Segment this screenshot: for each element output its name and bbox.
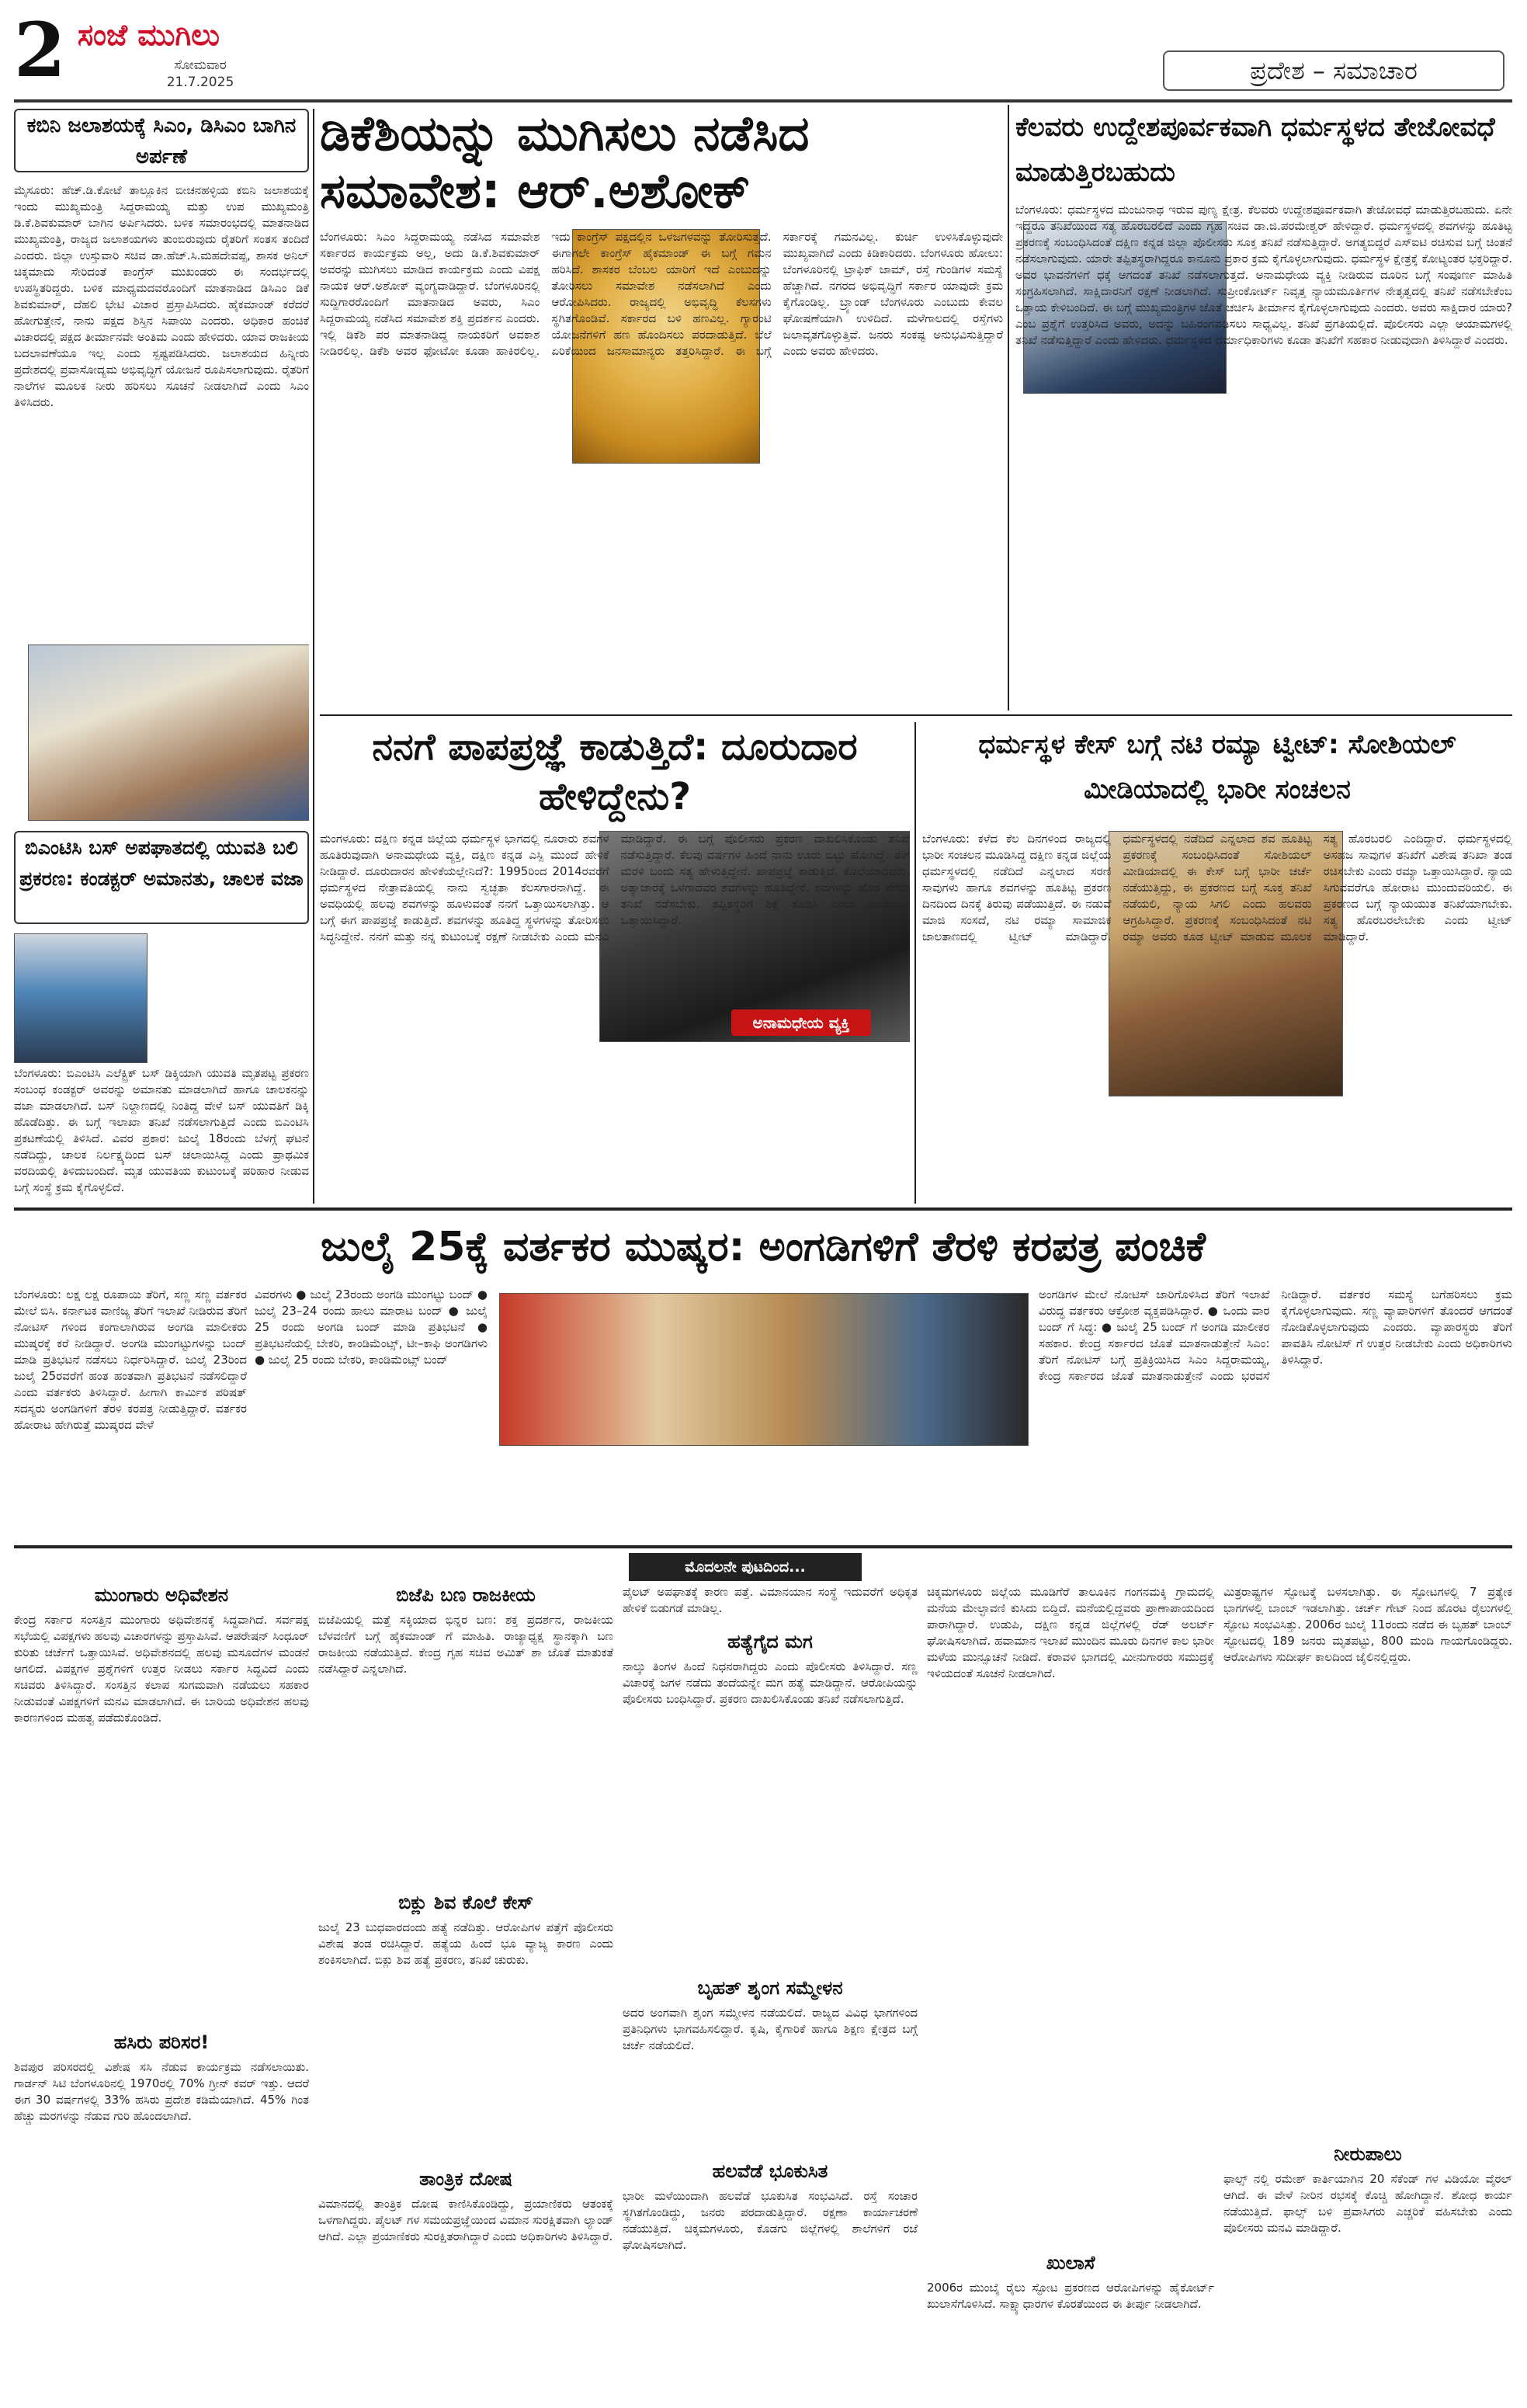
- continued-text: ಮೊದಲನೇ ಪುಟದಿಂದ...: [685, 1558, 806, 1576]
- shop-photo: [499, 1293, 1029, 1446]
- papa-headline: ನನಗೆ ಪಾಪಪ್ರಜ್ಞೆ ಕಾಡುತ್ತಿದೆ: ದೂರುದಾರ ಹೇಳಿದ್ದೇನು?: [372, 725, 858, 818]
- green-env-body: ಶಿವಪುರ ಪರಿಸರದಲ್ಲಿ ವಿಶೇಷ ಸಸಿ ನೆಡುವ ಕಾರ್ಯಕ್ರಮ ನಡೆಸಲಾಯಿತು. ಗಾರ್ಡನ್ ಸಿಟಿ ಬೆಂಗಳೂರಿನಲ್ಲಿ 1970ರಲ್ಲಿ 70% ಗ್ರೀನ್ ಕವರ್ ಇತ್ತು. ಆದರೆ ಈಗ 30 ವರ್ಷಗಳಲ್ಲಿ 33% ಹಸಿರು ಪ್ರದೇಶ ಕಡಿಮೆಯಾಗಿದೆ. 45% ಗಿಂತ ಹೆಚ್ಚು ಮರಗಳನ್ನು ನೆಡುವ ಗುರಿ ಹೊಂದಲಾಗಿದೆ.: [14, 2060, 309, 2123]
- bus-photo: [14, 933, 147, 1063]
- house-collapse-body: ಚಿಕ್ಕಮಗಳೂರು ಜಿಲ್ಲೆಯ ಮೂಡಿಗೆರೆ ತಾಲೂಕಿನ ಗಂಗನಮಕ್ಕಿ ಗ್ರಾಮದಲ್ಲಿ ಮನೆಯ ಮೇಲ್ಛಾವಣಿ ಕುಸಿದು ಬಿದ್ದಿದೆ. ಮನೆಯಲ್ಲಿದ್ದವರು ಪ್ರಾಣಾಪಾಯದಿಂದ ಪಾರಾಗಿದ್ದಾರೆ. ಉಡುಪಿ, ದಕ್ಷಿಣ ಕನ್ನಡ ಜಿಲ್ಲೆಗಳಲ್ಲಿ ರೆಡ್ ಅಲರ್ಟ್ ಘೋಷಿಸಲಾಗಿದೆ. ಹವಾಮಾನ ಇಲಾಖೆ ಮುಂದಿನ ಮೂರು ದಿನಗಳ ಕಾಲ ಭಾರೀ ಮಳೆಯ ಮುನ್ಸೂಚನೆ ನೀಡಿದೆ. ಕರಾವಳಿ ಭಾಗದಲ್ಲಿ ಮೀನುಗಾರರು ಸಮುದ್ರಕ್ಕೆ ಇಳಿಯದಂತೆ ಸೂಚನೆ ನೀಡಲಾಗಿದೆ.: [927, 1585, 1214, 1680]
- kabini-headline: ಕಬಿನಿ ಜಲಾಶಯಕ್ಕೆ ಸಿಎಂ, ಡಿಸಿಎಂ ಬಾಗಿನ ಅರ್ಪಣೆ: [14, 109, 309, 172]
- mid-band-rule: [14, 1207, 1512, 1211]
- biklu-head: ಬಿಕ್ಲು ಶಿವ ಕೊಲೆ ಕೇಸ್: [398, 1892, 533, 1913]
- pilot-body: ಪೈಲಟ್ ಅಪಘಾತಕ್ಕೆ ಕಾರಣ ಪತ್ತೆ. ವಿಮಾನಯಾನ ಸಂಸ್ಥೆ ಇದುವರೆಗೆ ಅಧಿಕೃತ ಹೇಳಿಕೆ ಬಿಡುಗಡೆ ಮಾಡಿಲ್ಲ.: [623, 1585, 918, 1615]
- top-band-rule: [320, 714, 1512, 716]
- acquittal-body: 2006ರ ಮುಂಬೈ ರೈಲು ಸ್ಫೋಟ ಪ್ರಕರಣದ ಆರೋಪಿಗಳನ್ನು ಹೈಕೋರ್ಟ್ ಖುಲಾಸೆಗೊಳಿಸಿದೆ. ಸಾಕ್ಷ್ಯಾಧಾರಗಳ ಕೊರತೆಯಿಂದ ಈ ತೀರ್ಪು ನೀಡಲಾಗಿದೆ.: [927, 2281, 1214, 2311]
- banner-story: [14, 1215, 1512, 1541]
- dk-headline: ಡಿಕೆಶಿಯನ್ನು ಮುಗಿಸಲು ನಡೆಸಿದ ಸಮಾವೇಶ: ಆರ್.ಅಶೋಕ್: [320, 105, 810, 219]
- son-head: ಹತ್ಯೆಗೈದ ಮಗ: [727, 1631, 813, 1652]
- dharmasthala-headline: ಕೆಲವರು ಉದ್ದೇಶಪೂರ್ವಕವಾಗಿ ಧರ್ಮಸ್ಥಳದ ತೇಜೋವಧೆ ಮಾಡುತ್ತಿರಬಹುದು: [1015, 112, 1495, 188]
- son-body: ನಾಲ್ಕು ತಿಂಗಳ ಹಿಂದೆ ನಿಧನರಾಗಿದ್ದರು ಎಂದು ಪೊಲೀಸರು ತಿಳಿಸಿದ್ದಾರೆ. ಸಣ್ಣ ವಿಚಾರಕ್ಕೆ ಜಗಳ ನಡೆದು ತಂದೆಯನ್ನೇ ಮಗ ಹತ್ಯೆ ಮಾಡಿದ್ದಾನೆ. ಆರೋಪಿಯನ್ನು ಪೊಲೀಸರು ಬಂಧಿಸಿದ್ದಾರೆ. ಪ್ರಕರಣ ದಾಖಲಿಸಿಕೊಂಡು ತನಿಖೆ ನಡೆಸಲಾಗುತ್ತಿದೆ.: [623, 1659, 918, 1706]
- banner-body-left: ಬೆಂಗಳೂರು: ಲಕ್ಷ ಲಕ್ಷ ರೂಪಾಯಿ ತೆರಿಗೆ, ಸಣ್ಣ ಸಣ್ಣ ವರ್ತಕರ ಮೇಲೆ ಬಿಸಿ. ಕರ್ನಾಟಕ ವಾಣಿಜ್ಯ ತೆರಿಗೆ ಇಲಾಖೆ ನೀಡಿರುವ ತೆರಿಗೆ ನೋಟಿಸ್ ಗಳಿಂದ ಕಂಗಾಲಾಗಿರುವ ಅಂಗಡಿ ಮಾಲೀಕರು ಮುಷ್ಕರಕ್ಕೆ ಕರೆ ನೀಡಿದ್ದಾರೆ. ಅಂಗಡಿ ಮುಂಗಟ್ಟುಗಳನ್ನು ಬಂದ್ ಮಾಡಿ ಪ್ರತಿಭಟನೆ ನಡೆಸಲು ನಿರ್ಧರಿಸಿದ್ದಾರೆ. ಜುಲೈ 23ರಿಂದ ಜುಲೈ 25ರವರೆಗೆ ಹಂತ ಹಂತವಾಗಿ ಪ್ರತಿಭಟನೆ ನಡೆಸಲಿದ್ದಾರೆ ಎಂದು ವರ್ತಕರು ತಿಳಿಸಿದ್ದಾರೆ. ಹೀಗಾಗಿ ಕಾರ್ಮಿಕ ಪರಿಷತ್ ಸದಸ್ಯರು ಅಂಗಡಿಗಳಿಗೆ ತೆರಳಿ ಕರಪತ್ರ ನೀಡುತ್ತಿದ್ದಾರೆ. ವರ್ತಕರ ಹೋರಾಟ ಹೇಗಿರುತ್ತೆ ಮುಷ್ಕರದ ವೇಳೆ: [14, 1287, 247, 1432]
- ramya-body: ಬೆಂಗಳೂರು: ಕಳೆದ ಕೆಲ ದಿನಗಳಿಂದ ರಾಜ್ಯದಲ್ಲಿ ಭಾರೀ ಸಂಚಲನ ಮೂಡಿಸಿದ್ದ ದಕ್ಷಿಣ ಕನ್ನಡ ಜಿಲ್ಲೆಯ ಧರ್ಮಸ್ಥಳದಲ್ಲಿ ನಡೆದಿದೆ ಎನ್ನಲಾದ ಸರಣಿ ಸಾವುಗಳು ಹಾಗೂ ಶವಗಳನ್ನು ಹೂತಿಟ್ಟ ಪ್ರಕರಣ ದಿನದಿಂದ ದಿನಕ್ಕೆ ತಿರುವು ಪಡೆಯುತ್ತಿದೆ. ಈ ನಡುವೆ ಮಾಜಿ ಸಂಸದೆ, ನಟಿ ರಮ್ಯಾ ಸಾಮಾಜಿಕ ಜಾಲತಾಣದಲ್ಲಿ ಟ್ವೀಟ್ ಮಾಡಿದ್ದಾರೆ. ಧರ್ಮಸ್ಥಳದಲ್ಲಿ ನಡೆದಿದೆ ಎನ್ನಲಾದ ಶವ ಹೂತಿಟ್ಟ ಪ್ರಕರಣಕ್ಕೆ ಸಂಬಂಧಿಸಿದಂತೆ ಸೋಶಿಯಲ್ ಮೀಡಿಯಾದಲ್ಲಿ ಈ ಕೇಸ್ ಬಗ್ಗೆ ಭಾರೀ ಚರ್ಚೆ ನಡೆಯುತ್ತಿದ್ದು, ಈ ಪ್ರಕರಣದ ಬಗ್ಗೆ ಸೂಕ್ತ ತನಿಖೆ ನಡೆಯಲಿ, ನ್ಯಾಯ ಸಿಗಲಿ ಎಂದು ಹಲವರು ಆಗ್ರಹಿಸಿದ್ದಾರೆ. ಪ್ರಕರಣಕ್ಕೆ ಸಂಬಂಧಿಸಿದಂತೆ ನಟಿ ರಮ್ಯಾ ಅವರು ಕೂಡ ಟ್ವೀಟ್ ಮಾಡುವ ಮೂಲಕ ಸತ್ಯ ಹೊರಬರಲಿ ಎಂದಿದ್ದಾರೆ. ಧರ್ಮಸ್ಥಳದಲ್ಲಿ ಅಸಹಜ ಸಾವುಗಳ ತನಿಖೆಗೆ ವಿಶೇಷ ತನಿಖಾ ತಂಡ ರಚಿಸಬೇಕು ಎಂದು ರಮ್ಯಾ ಒತ್ತಾಯಿಸಿದ್ದಾರೆ. ನ್ಯಾಯ ಸಿಗುವವರೆಗೂ ಹೋರಾಟ ಮುಂದುವರಿಯಲಿ. ಈ ಪ್ರಕರಣದ ಬಗ್ಗೆ ನ್ಯಾಯಯುತ ತನಿಖೆಯಾಗಬೇಕು. ಸತ್ಯ ಹೊರಬರಲೇಬೇಕು ಎಂದು ಟ್ವೀಟ್ ಮಾಡಿದ್ದಾರೆ.: [922, 832, 1512, 943]
- bmtc-headline: ಬಿಎಂಟಿಸಿ ಬಸ್ ಅಪಘಾತದಲ್ಲಿ ಯುವತಿ ಬಲಿ ಪ್ರಕರಣ: ಕಂಡಕ್ಟರ್ ಅಮಾನತು, ಚಾಲಕ ವಜಾ: [14, 831, 309, 924]
- dk-story: [320, 105, 1003, 711]
- papa-body: ಮಂಗಳೂರು: ದಕ್ಷಿಣ ಕನ್ನಡ ಜಿಲ್ಲೆಯ ಧರ್ಮಸ್ಥಳ ಭಾಗದಲ್ಲಿ ನೂರಾರು ಶವಗಳ ಹೂತಿರುವುದಾಗಿ ಅನಾಮಧೇಯ ವ್ಯಕ್ತಿ, ದಕ್ಷಿಣ ಕನ್ನಡ ಎಸ್ಪಿ ಮುಂದೆ ಹೇಳಿಕೆ ನೀಡಿದ್ದಾರೆ. ದೂರುದಾರನ ಹೇಳಿಕೆಯಲ್ಲೇನಿದೆ?: 1995ರಿಂದ 2014ರವರೆಗೆ ಧರ್ಮಸ್ಥಳದ ನೇತ್ರಾವತಿಯಲ್ಲಿ ನಾನು ಸ್ವಚ್ಛತಾ ಕೆಲಸಗಾರನಾಗಿದ್ದೆ. ಈ ಅವಧಿಯಲ್ಲಿ ಹಲವು ಶವಗಳನ್ನು ಹೂಳುವಂತೆ ನನಗೆ ಒತ್ತಾಯಿಸಲಾಗಿತ್ತು. ಆ ಬಗ್ಗೆ ಈಗ ಪಾಪಪ್ರಜ್ಞೆ ಕಾಡುತ್ತಿದೆ. ಶವಗಳನ್ನು ಹೂತಿದ್ದ ಸ್ಥಳಗಳನ್ನು ತೋರಿಸಲು ಸಿದ್ಧನಿದ್ದೇನೆ. ನನಗೆ ಮತ್ತು ನನ್ನ ಕುಟುಂಬಕ್ಕೆ ರಕ್ಷಣೆ ನೀಡಬೇಕು ಎಂದು ಮನವಿ ಮಾಡಿದ್ದಾರೆ. ಈ ಬಗ್ಗೆ ಪೊಲೀಸರು ಪ್ರಕರಣ ದಾಖಲಿಸಿಕೊಂಡು ತನಿಖೆ ನಡೆಸುತ್ತಿದ್ದಾರೆ. ಕೆಲವು ವರ್ಷಗಳ ಹಿಂದೆ ನಾನು ಊರು ಬಿಟ್ಟು ಹೋಗಿದ್ದೆ. ಈಗ ಮರಳಿ ಬಂದು ಸತ್ಯ ಹೇಳುತ್ತಿದ್ದೇನೆ. ಪಾಪಪ್ರಜ್ಞೆ ಕಾಡುತ್ತಿದೆ. ಕೊಲೆಯಾದವರು, ಅತ್ಯಾಚಾರಕ್ಕೆ ಒಳಗಾದವರ ಶವಗಳನ್ನು ಹೂತಿದ್ದೇನೆ. ಶವಗಳನ್ನು ಹೊರ ತೆಗೆದು ತನಿಖೆ ನಡೆಸಬೇಕು. ತಪ್ಪಿತಸ್ಥರಿಗೆ ಶಿಕ್ಷೆ ಕೊಡಿಸಿ ಎಂದು ದೂರುದಾರ ಒತ್ತಾಯಿಸಿದ್ದಾರೆ.: [320, 832, 910, 943]
- masthead-rule: [14, 99, 1512, 103]
- dk-body: ಬೆಂಗಳೂರು: ಸಿಎಂ ಸಿದ್ದರಾಮಯ್ಯ ನಡೆಸಿದ ಸಮಾವೇಶ ಸರ್ಕಾರದ ಕಾರ್ಯಕ್ರಮ ಅಲ್ಲ, ಅದು ಡಿ.ಕೆ.ಶಿವಕುಮಾರ್ ಅವರನ್ನು ಮುಗಿಸಲು ಮಾಡಿದ ಕಾರ್ಯಕ್ರಮ ಎಂದು ವಿಪಕ್ಷ ನಾಯಕ ಆರ್.ಅಶೋಕ್ ವ್ಯಂಗ್ಯವಾಡಿದ್ದಾರೆ. ಬೆಂಗಳೂರಿನಲ್ಲಿ ಸುದ್ದಿಗಾರರೊಂದಿಗೆ ಮಾತನಾಡಿದ ಅವರು, ಸಿಎಂ ಸಿದ್ದರಾಮಯ್ಯ ನಡೆಸಿದ ಸಮಾವೇಶ ಶಕ್ತಿ ಪ್ರದರ್ಶನ ಎಂದರು. ಇಲ್ಲಿ ಡಿಕೆಶಿ ಪರ ಮಾತನಾಡಿದ್ದ ನಾಯಕರಿಗೆ ಅವಕಾಶ ನೀಡಿರಲಿಲ್ಲ. ಡಿಕೆಶಿ ಅವರ ಫೋಟೋ ಕೂಡಾ ಹಾಕಿರಲಿಲ್ಲ. ಇದು ಕಾಂಗ್ರೆಸ್ ಪಕ್ಷದಲ್ಲಿನ ಒಳಜಗಳವನ್ನು ತೋರಿಸುತ್ತದೆ. ಈಗಾಗಲೇ ಕಾಂಗ್ರೆಸ್ ಹೈಕಮಾಂಡ್ ಈ ಬಗ್ಗೆ ಗಮನ ಹರಿಸಿದೆ. ಶಾಸಕರ ಬೆಂಬಲ ಯಾರಿಗೆ ಇದೆ ಎಂಬುದನ್ನು ತೋರಿಸಲು ಸಮಾವೇಶ ನಡೆಸಲಾಗಿದೆ ಎಂದು ಆರೋಪಿಸಿದರು. ರಾಜ್ಯದಲ್ಲಿ ಅಭಿವೃದ್ಧಿ ಕೆಲಸಗಳು ಸ್ಥಗಿತಗೊಂಡಿವೆ. ಸರ್ಕಾರದ ಬಳಿ ಹಣವಿಲ್ಲ. ಗ್ಯಾರಂಟಿ ಯೋಜನೆಗಳಿಗೆ ಹಣ ಹೊಂದಿಸಲು ಪರದಾಡುತ್ತಿದೆ. ಬೆಲೆ ಏರಿಕೆಯಿಂದ ಜನಸಾಮಾನ್ಯರು ತತ್ತರಿಸಿದ್ದಾರೆ. ಈ ಬಗ್ಗೆ ಸರ್ಕಾರಕ್ಕೆ ಗಮನವಿಲ್ಲ. ಕುರ್ಚಿ ಉಳಿಸಿಕೊಳ್ಳುವುದೇ ಮುಖ್ಯವಾಗಿದೆ ಎಂದು ಕಿಡಿಕಾರಿದರು. ಬೆಂಗಳೂರು ಹೋಲು: ಬೆಂಗಳೂರಿನಲ್ಲಿ ಟ್ರಾಫಿಕ್ ಜಾಮ್, ರಸ್ತೆ ಗುಂಡಿಗಳ ಸಮಸ್ಯೆ ಹೆಚ್ಚಾಗಿದೆ. ನಗರದ ಅಭಿವೃದ್ಧಿಗೆ ಸರ್ಕಾರ ಯಾವುದೇ ಕ್ರಮ ಕೈಗೊಂಡಿಲ್ಲ. ಬ್ರ್ಯಾಂಡ್ ಬೆಂಗಳೂರು ಎಂಬುದು ಕೇವಲ ಘೋಷಣೆಯಾಗಿ ಉಳಿದಿದೆ. ಮಳೆಗಾಲದಲ್ಲಿ ರಸ್ತೆಗಳು ಜಲಾವೃತಗೊಳ್ಳುತ್ತಿವೆ. ಜನರು ಸಂಕಷ್ಟ ಅನುಭವಿಸುತ್ತಿದ್ದಾರೆ ಎಂದು ಅವರು ಹೇಳಿದರು.: [320, 230, 1003, 358]
- bottom-col-2: [318, 1584, 613, 2399]
- banner-headline: ಜುಲೈ 25ಕ್ಕೆ ವರ್ತಕರ ಮುಷ್ಕರ: ಅಂಗಡಿಗಳಿಗೆ ತೆರಳಿ ಕರಪತ್ರ ಪಂಚಿಕೆ: [320, 1224, 1206, 1270]
- monsoon-session-body: ಕೇಂದ್ರ ಸರ್ಕಾರ ಸಂಸತ್ತಿನ ಮುಂಗಾರು ಅಧಿವೇಶನಕ್ಕೆ ಸಿದ್ಧವಾಗಿದೆ. ಸರ್ವಪಕ್ಷ ಸಭೆಯಲ್ಲಿ ವಿಪಕ್ಷಗಳು ಹಲವು ವಿಚಾರಗಳನ್ನು ಪ್ರಸ್ತಾಪಿಸಿವೆ. ಆಪರೇಷನ್ ಸಿಂಧೂರ್ ಕುರಿತು ಚರ್ಚೆಗೆ ಒತ್ತಾಯಿಸಿವೆ. ಅಧಿವೇಶನದಲ್ಲಿ ಹಲವು ಮಸೂದೆಗಳ ಮಂಡನೆ ಆಗಲಿದೆ. ವಿಪಕ್ಷಗಳ ಪ್ರಶ್ನೆಗಳಿಗೆ ಉತ್ತರ ನೀಡಲು ಸರ್ಕಾರ ಸಿದ್ಧವಿದೆ ಎಂದು ಸಚಿವರು ತಿಳಿಸಿದ್ದಾರೆ. ಸಂಸತ್ತಿನ ಕಲಾಪ ಸುಗಮವಾಗಿ ನಡೆಯಲು ಸಹಕಾರ ನೀಡುವಂತೆ ವಿಪಕ್ಷಗಳಿಗೆ ಮನವಿ ಮಾಡಲಾಗಿದೆ. ಈ ಬಾರಿಯ ಅಧಿವೇಶನ ಹಲವು ಕಾರಣಗಳಿಂದ ಮಹತ್ವ ಪಡೆದುಕೊಂಡಿದೆ.: [14, 1613, 309, 1725]
- biklu-body: ಜುಲೈ 23 ಬುಧವಾರದಂದು ಹತ್ಯೆ ನಡೆದಿತ್ತು. ಆರೋಪಿಗಳ ಪತ್ತೆಗೆ ಪೊಲೀಸರು ವಿಶೇಷ ತಂಡ ರಚಿಸಿದ್ದಾರೆ. ಹತ್ಯೆಯ ಹಿಂದೆ ಭೂ ವ್ಯಾಜ್ಯ ಕಾರಣ ಎಂದು ಶಂಕಿಸಲಾಗಿದೆ. ಬಿಕ್ಲು ಶಿವ ಹತ್ಯೆ ಪ್ರಕರಣ, ತನಿಖೆ ಚುರುಕು.: [318, 1920, 613, 1967]
- ramya-headline: ಧರ್ಮಸ್ಥಳ ಕೇಸ್ ಬಗ್ಗೆ ನಟಿ ರಮ್ಯಾ ಟ್ವೀಟ್: ಸೋಶಿಯಲ್ ಮೀಡಿಯಾದಲ್ಲಿ ಭಾರೀ ಸಂಚಲನ: [978, 729, 1456, 805]
- drowning-head: ನೀರುಪಾಲು: [1334, 2143, 1402, 2165]
- mid-divider-2: [914, 722, 916, 1204]
- landslide-body: ಭಾರೀ ಮಳೆಯಿಂದಾಗಿ ಹಲವೆಡೆ ಭೂಕುಸಿತ ಸಂಭವಿಸಿದೆ. ರಸ್ತೆ ಸಂಚಾರ ಸ್ಥಗಿತಗೊಂಡಿದ್ದು, ಜನರು ಪರದಾಡುತ್ತಿದ್ದಾರೆ. ರಕ್ಷಣಾ ಕಾರ್ಯಾಚರಣೆ ನಡೆಯುತ್ತಿದೆ. ಚಿಕ್ಕಮಗಳೂರು, ಕೊಡಗು ಜಿಲ್ಲೆಗಳಲ್ಲಿ ಶಾಲೆಗಳಿಗೆ ರಜೆ ಘೋಷಿಸಲಾಗಿದೆ.: [623, 2189, 918, 2252]
- masthead-date: 21.7.2025: [166, 75, 234, 90]
- landslide-head: ಹಲವೆಡೆ ಭೂಕುಸಿತ: [712, 2160, 828, 2182]
- green-env-head: ಹಸಿರು ಪರಿಸರ!: [113, 2031, 210, 2053]
- section-label: ಪ್ರದೇಶ – ಸಮಾಚಾರ: [1163, 50, 1504, 91]
- tech-fault-body: ವಿಮಾನದಲ್ಲಿ ತಾಂತ್ರಿಕ ದೋಷ ಕಾಣಿಸಿಕೊಂಡಿದ್ದು, ಪ್ರಯಾಣಿಕರು ಆತಂಕಕ್ಕೆ ಒಳಗಾಗಿದ್ದರು. ಪೈಲಟ್ ಗಳ ಸಮಯಪ್ರಜ್ಞೆಯಿಂದ ವಿಮಾನ ಸುರಕ್ಷಿತವಾಗಿ ಲ್ಯಾಂಡ್ ಆಗಿದೆ. ಎಲ್ಲಾ ಪ್ರಯಾಣಿಕರು ಸುರಕ್ಷಿತರಾಗಿದ್ದಾರೆ ಎಂದು ಅಧಿಕಾರಿಗಳು ತಿಳಿಸಿದ್ದಾರೆ.: [318, 2197, 613, 2243]
- blast-body: ಮಿತ್ರರಾಷ್ಟ್ರಗಳ ಸ್ಫೋಟಕ್ಕೆ ಬಳಸಲಾಗಿತ್ತು. ಈ ಸ್ಫೋಟಗಳಲ್ಲಿ 7 ಪ್ರತ್ಯೇಕ ಭಾಗಗಳಲ್ಲಿ ಬಾಂಬ್ ಇಡಲಾಗಿತ್ತು. ಚರ್ಚ್ ಗೇಟ್ ನಿಂದ ಹೊರಟ ರೈಲುಗಳಲ್ಲಿ ಸ್ಫೋಟ ಸಂಭವಿಸಿತ್ತು. 2006ರ ಜುಲೈ 11ರಂದು ನಡೆದ ಈ ಬೃಹತ್ ಬಾಂಬ್ ಸ್ಫೋಟದಲ್ಲಿ 189 ಜನರು ಮೃತಪಟ್ಟು, 800 ಮಂದಿ ಗಾಯಗೊಂಡಿದ್ದರು. ಆರೋಪಿಗಳು ಸುದೀರ್ಘ ಕಾಲದಿಂದ ಜೈಲಿನಲ್ಲಿದ್ದರು.: [1223, 1585, 1512, 1664]
- bottom-col-1: [14, 1584, 309, 2399]
- photo-caption: ಅನಾಮಧೇಯ ವ್ಯಕ್ತಿ: [731, 1009, 871, 1036]
- left-divider: [313, 109, 314, 1204]
- dharmasthala-body: ಬೆಂಗಳೂರು: ಧರ್ಮಸ್ಥಳದ ಮಂಜುನಾಥ ಇರುವ ಪುಣ್ಯ ಕ್ಷೇತ್ರ. ಕೆಲವರು ಉದ್ದೇಶಪೂರ್ವಕವಾಗಿ ತೇಜೋವಧೆ ಮಾಡುತ್ತಿರಬಹುದು. ಏನೇ ಇದ್ದರೂ ತನಿಖೆಯಿಂದ ಸತ್ಯ ಹೊರಬರಲಿದೆ ಎಂದು ಗೃಹ ಸಚಿವ ಡಾ.ಜಿ.ಪರಮೇಶ್ವರ್ ಹೇಳಿದ್ದಾರೆ. ಧರ್ಮಸ್ಥಳದಲ್ಲಿ ಶವಗಳನ್ನು ಹೂತಿಟ್ಟ ಪ್ರಕರಣಕ್ಕೆ ಸಂಬಂಧಿಸಿದಂತೆ ದಕ್ಷಿಣ ಕನ್ನಡ ಜಿಲ್ಲಾ ಪೊಲೀಸರು ಸೂಕ್ತ ತನಿಖೆ ನಡೆಸುತ್ತಿದ್ದಾರೆ. ಅಗತ್ಯಬಿದ್ದರೆ ಎಸ್ಐಟಿ ರಚಿಸುವ ಬಗ್ಗೆ ಚಿಂತನೆ ನಡೆಸಲಾಗುವುದು. ಯಾರೇ ತಪ್ಪಿತಸ್ಥರಾಗಿದ್ದರೂ ಕಾನೂನು ಪ್ರಕಾರ ಕ್ರಮ ಕೈಗೊಳ್ಳಲಾಗುವುದು. ಧರ್ಮಸ್ಥಳ ಕ್ಷೇತ್ರಕ್ಕೆ ಕೋಟ್ಯಂತರ ಭಕ್ತರಿದ್ದಾರೆ. ಅವರ ಭಾವನೆಗಳಿಗೆ ಧಕ್ಕೆ ಆಗದಂತೆ ತನಿಖೆ ನಡೆಸಲಾಗುತ್ತದೆ. ಅನಾಮಧೇಯ ವ್ಯಕ್ತಿ ನೀಡಿರುವ ದೂರಿನ ಬಗ್ಗೆ ಸಂಪೂರ್ಣ ಮಾಹಿತಿ ಸಂಗ್ರಹಿಸಲಾಗಿದೆ. ಸಾಕ್ಷಿದಾರನಿಗೆ ರಕ್ಷಣೆ ನೀಡಲಾಗಿದೆ. ಸುಪ್ರೀಂಕೋರ್ಟ್ ನಿವೃತ್ತ ನ್ಯಾಯಮೂರ್ತಿಗಳ ನೇತೃತ್ವದಲ್ಲಿ ತನಿಖೆ ನಡೆಸಬೇಕೆಂಬ ಒತ್ತಾಯ ಕೇಳಿಬಂದಿದೆ. ಈ ಬಗ್ಗೆ ಮುಖ್ಯಮಂತ್ರಿಗಳ ಜೊತೆ ಚರ್ಚಿಸಿ ತೀರ್ಮಾನ ಕೈಗೊಳ್ಳಲಾಗುವುದು ಎಂದರು. ಅವರು ಸಾಕ್ಷಿದಾರ ಯಾರು? ಎಂಬ ಪ್ರಶ್ನೆಗೆ ಉತ್ತರಿಸಿದ ಅವರು, ಅದನ್ನು ಬಹಿರಂಗಪಡಿಸಲು ಸಾಧ್ಯವಿಲ್ಲ. ತನಿಖೆ ಪ್ರಗತಿಯಲ್ಲಿದೆ. ಪೊಲೀಸರು ಎಲ್ಲಾ ಆಯಾಮಗಳಲ್ಲಿ ತನಿಖೆ ನಡೆಸುತ್ತಿದ್ದಾರೆ ಎಂದು ಹೇಳಿದರು. ಧರ್ಮಸ್ಥಳದ ಧರ್ಮಾಧಿಕಾರಿಗಳು ಕೂಡಾ ತನಿಖೆಗೆ ಸಹಕಾರ ನೀಡುವುದಾಗಿ ತಿಳಿಸಿದ್ದಾರೆ ಎಂದರು.: [1015, 203, 1512, 347]
- continued-label: [629, 1553, 862, 1581]
- summit-head: ಬೃಹತ್ ಶೃಂಗ ಸಮ್ಮೇಳನ: [697, 1977, 843, 1999]
- kabini-body: ಮೈಸೂರು: ಹೆಚ್.ಡಿ.ಕೋಟೆ ತಾಲ್ಲೂಕಿನ ಬೀಚನಹಳ್ಳಿಯ ಕಬಿನಿ ಜಲಾಶಯಕ್ಕೆ ಇಂದು ಮುಖ್ಯಮಂತ್ರಿ ಸಿದ್ದರಾಮಯ್ಯ ಮತ್ತು ಉಪ ಮುಖ್ಯಮಂತ್ರಿ ಡಿ.ಕೆ.ಶಿವಕುಮಾರ್ ಬಾಗಿನ ಅರ್ಪಿಸಿದರು. ಬಳಿಕ ಸಮಾರಂಭದಲ್ಲಿ ಮಾತನಾಡಿದ ಮುಖ್ಯಮಂತ್ರಿ, ರಾಜ್ಯದ ಜಲಾಶಯಗಳು ತುಂಬಿರುವುದು ರೈತರಿಗೆ ಸಂತಸ ತಂದಿದೆ ಎಂದರು. ಜಿಲ್ಲಾ ಉಸ್ತುವಾರಿ ಸಚಿವ ಡಾ.ಹೆಚ್.ಸಿ.ಮಹದೇವಪ್ಪ, ಶಾಸಕ ಅನಿಲ್ ಚಿಕ್ಕಮಾದು ಸೇರಿದಂತೆ ಕಾಂಗ್ರೆಸ್ ಮುಖಂಡರು ಈ ಸಂದರ್ಭದಲ್ಲಿ ಉಪಸ್ಥಿತರಿದ್ದರು. ಬಳಿಕ ಮಾಧ್ಯಮದವರೊಂದಿಗೆ ಮಾತನಾಡಿದ ಡಿಸಿಎಂ ಡಿಕೆ ಶಿವಕುಮಾರ್, ದೆಹಲಿ ಭೇಟಿ ವಿಚಾರ ಪ್ರಸ್ತಾಪಿಸಿದರು. ಹೈಕಮಾಂಡ್ ಕರೆದರೆ ಹೋಗುತ್ತೇನೆ, ನಾನು ಪಕ್ಷದ ಶಿಸ್ತಿನ ಸಿಪಾಯಿ ಎಂದರು. ಅಧಿಕಾರ ಹಂಚಿಕೆ ವಿಚಾರದಲ್ಲಿ ಪಕ್ಷದ ತೀರ್ಮಾನವೇ ಅಂತಿಮ ಎಂದು ಹೇಳಿದರು. ಯಾವ ರಾಜಕೀಯ ಬದಲಾವಣೆಯೂ ಇಲ್ಲ ಎಂದು ಸ್ಪಷ್ಟಪಡಿಸಿದರು. ಜಲಾಶಯದ ಹಿನ್ನೀರು ಪ್ರದೇಶದಲ್ಲಿ ಪ್ರವಾಸೋದ್ಯಮ ಅಭಿವೃದ್ಧಿಗೆ ಯೋಜನೆ ರೂಪಿಸಲಾಗುವುದು. ರೈತರಿಗೆ ನಾಲೆಗಳ ಮೂಲಕ ನೀರು ಹರಿಸಲು ಸೂಚನೆ ನೀಡಲಾಗಿದೆ ಎಂದು ಸಿಎಂ ತಿಳಿಸಿದರು.: [14, 183, 309, 409]
- bottom-col-5: [1223, 1584, 1512, 2399]
- papa-story: [320, 722, 910, 1204]
- logo-text: ಸಂಜೆ ಮುಗಿಲು: [78, 18, 220, 52]
- masthead: [14, 8, 1512, 97]
- bmtc-body: ಬೆಂಗಳೂರು: ಬಿಎಂಟಿಸಿ ಎಲೆಕ್ಟ್ರಿಕ್ ಬಸ್ ಡಿಕ್ಕಿಯಾಗಿ ಯುವತಿ ಮೃತಪಟ್ಟ ಪ್ರಕರಣ ಸಂಬಂಧ ಕಂಡಕ್ಟರ್ ಅವರನ್ನು ಅಮಾನತು ಮಾಡಲಾಗಿದೆ ಹಾಗೂ ಚಾಲಕನನ್ನು ವಜಾ ಮಾಡಲಾಗಿದೆ. ಬಸ್ ನಿಲ್ದಾಣದಲ್ಲಿ ನಿಂತಿದ್ದ ವೇಳೆ ಬಸ್ ಯುವತಿಗೆ ಡಿಕ್ಕಿ ಹೊಡೆದಿತ್ತು. ಈ ಬಗ್ಗೆ ಇಲಾಖಾ ತನಿಖೆ ನಡೆಸಲಾಗುತ್ತಿದೆ ಎಂದು ಬಿಎಂಟಿಸಿ ಪ್ರಕಟಣೆಯಲ್ಲಿ ತಿಳಿಸಿದೆ. ವಿವರ ಪ್ರಕಾರ: ಜುಲೈ 18ರಂದು ಬೆಳಗ್ಗೆ ಘಟನೆ ನಡೆದಿದ್ದು, ಚಾಲಕ ನಿರ್ಲಕ್ಷ್ಯದಿಂದ ಬಸ್ ಚಲಾಯಿಸಿದ್ದ ಎಂದು ಪ್ರಾಥಮಿಕ ವರದಿಯಲ್ಲಿ ತಿಳಿದುಬಂದಿದೆ. ಮೃತ ಯುವತಿಯ ಕುಟುಂಬಕ್ಕೆ ಪರಿಹಾರ ನೀಡುವ ಬಗ್ಗೆ ಸಂಸ್ಥೆ ಕ್ರಮ ಕೈಗೊಳ್ಳಲಿದೆ.: [14, 1066, 309, 1194]
- banner-body-right: ಅಂಗಡಿಗಳ ಮೇಲೆ ನೋಟಿಸ್ ಜಾರಿಗೊಳಿಸಿದ ತೆರಿಗೆ ಇಲಾಖೆ ವಿರುದ್ಧ ವರ್ತಕರು ಆಕ್ರೋಶ ವ್ಯಕ್ತಪಡಿಸಿದ್ದಾರೆ. ● ಒಂದು ವಾರ ಬಂದ್ ಗೆ ಸಿದ್ಧ: ● ಜುಲೈ 25 ಬಂದ್ ಗೆ ಅಂಗಡಿ ಮಾಲೀಕರ ಸಹಕಾರ. ಕೇಂದ್ರ ಸರ್ಕಾರದ ಜೊತೆ ಮಾತನಾಡುತ್ತೇನೆ ಸಿಎಂ: ತೆರಿಗೆ ನೋಟಿಸ್ ಬಗ್ಗೆ ಪ್ರತಿಕ್ರಿಯಿಸಿದ ಸಿಎಂ ಸಿದ್ದರಾಮಯ್ಯ, ಕೇಂದ್ರ ಸರ್ಕಾರದ ಜೊತೆ ಮಾತನಾಡುತ್ತೇನೆ ಎಂದು ಭರವಸೆ ನೀಡಿದ್ದಾರೆ. ವರ್ತಕರ ಸಮಸ್ಯೆ ಬಗೆಹರಿಸಲು ಕ್ರಮ ಕೈಗೊಳ್ಳಲಾಗುವುದು. ಸಣ್ಣ ವ್ಯಾಪಾರಿಗಳಿಗೆ ತೊಂದರೆ ಆಗದಂತೆ ನೋಡಿಕೊಳ್ಳಲಾಗುವುದು ಎಂದರು. ವ್ಯಾಪಾರಸ್ಥರು ತೆರಿಗೆ ಪಾವತಿಸಿ ನೋಟಿಸ್ ಗೆ ಉತ್ತರ ನೀಡಬೇಕು ಎಂದು ಅಧಿಕಾರಿಗಳು ತಿಳಿಸಿದ್ದಾರೆ.: [1039, 1287, 1512, 1383]
- bottom-col-4: [927, 1584, 1214, 2399]
- monsoon-session-head: ಮುಂಗಾರು ಅಧಿವೇಶನ: [94, 1584, 229, 1606]
- masthead-day: ಸೋಮವಾರ: [174, 57, 227, 73]
- tech-fault-head: ತಾಂತ್ರಿಕ ದೋಷ: [419, 2168, 512, 2190]
- bottom-col-3: [623, 1584, 918, 2399]
- drowning-body: ಫಾಲ್ಸ್ ನಲ್ಲಿ ರಮೇಶ್ ಕಾರ್ತಿಯಾಗಿನ 20 ಸೆಕೆಂಡ್ ಗಳ ವಿಡಿಯೋ ವೈರಲ್ ಆಗಿದೆ. ಈ ವೇಳೆ ನೀರಿನ ರಭಸಕ್ಕೆ ಕೊಚ್ಚಿ ಹೋಗಿದ್ದಾನೆ. ಶೋಧ ಕಾರ್ಯ ನಡೆಯುತ್ತಿದೆ. ಫಾಲ್ಸ್ ಬಳಿ ಪ್ರವಾಸಿಗರು ಎಚ್ಚರಿಕೆ ವಹಿಸಬೇಕು ಎಂದು ಪೊಲೀಸರು ಮನವಿ ಮಾಡಿದ್ದಾರೆ.: [1223, 2172, 1512, 2235]
- dharmasthala-story: [1015, 105, 1512, 711]
- page-number: 2: [14, 8, 66, 93]
- left-column: [14, 109, 309, 1204]
- mid-divider-top: [1008, 105, 1009, 711]
- logo: [78, 14, 241, 56]
- summit-body: ಅದರ ಅಂಗವಾಗಿ ಶೃಂಗ ಸಮ್ಮೇಳನ ನಡೆಯಲಿದೆ. ರಾಜ್ಯದ ವಿವಿಧ ಭಾಗಗಳಿಂದ ಪ್ರತಿನಿಧಿಗಳು ಭಾಗವಹಿಸಲಿದ್ದಾರೆ. ಕೃಷಿ, ಕೈಗಾರಿಕೆ ಹಾಗೂ ಶಿಕ್ಷಣ ಕ್ಷೇತ್ರದ ಬಗ್ಗೆ ಚರ್ಚೆ ನಡೆಯಲಿದೆ.: [623, 2006, 918, 2052]
- bjp-body: ಬಿಜೆಪಿಯಲ್ಲಿ ಮತ್ತೆ ಸಕ್ಕಿಯಾದ ಭಿನ್ನರ ಬಣ: ಶಕ್ತ ಪ್ರದರ್ಶನ, ರಾಜಕೀಯ ಬೆಳವಣಿಗೆ ಬಗ್ಗೆ ಹೈಕಮಾಂಡ್ ಗೆ ಮಾಹಿತಿ. ರಾಜ್ಯಾಧ್ಯಕ್ಷ ಸ್ಥಾನಕ್ಕಾಗಿ ಬಣ ರಾಜಕೀಯ ನಡೆಯುತ್ತಿದೆ. ಕೇಂದ್ರ ಗೃಹ ಸಚಿವ ಅಮಿತ್ ಶಾ ಜೊತೆ ಮಾತುಕತೆ ನಡೆಸಿದ್ದಾರೆ ಎನ್ನಲಾಗಿದೆ.: [318, 1613, 613, 1676]
- kabini-photo: [28, 645, 309, 821]
- banner-bullets: ವಿವರಗಳು ● ಜುಲೈ 23ರಂದು ಅಂಗಡಿ ಮುಂಗಟ್ಟು ಬಂದ್ ● ಜುಲೈ 23–24 ರಂದು ಹಾಲು ಮಾರಾಟ ಬಂದ್ ● ಜುಲೈ 25 ರಂದು ಅಂಗಡಿ ಬಂದ್ ಮಾಡಿ ಪ್ರತಿಭಟನೆ ● ಪ್ರತಿಭಟನೆಯಲ್ಲಿ ಬೇಕರಿ, ಕಾಂಡಿಮೆಂಟ್ಸ್, ಟೀ–ಕಾಫಿ ಅಂಗಡಿಗಳು ● ಜುಲೈ 25 ರಂದು ಬೇಕರಿ, ಕಾಂಡಿಮೆಂಟ್ಸ್ ಬಂದ್: [255, 1287, 488, 1367]
- bjp-head: ಬಿಜೆಪಿ ಬಣ ರಾಜಕೀಯ: [396, 1584, 536, 1606]
- bottom-band-rule: [14, 1545, 1512, 1548]
- ramya-story: [922, 722, 1512, 1204]
- acquittal-head: ಖುಲಾಸೆ: [1046, 2252, 1095, 2274]
